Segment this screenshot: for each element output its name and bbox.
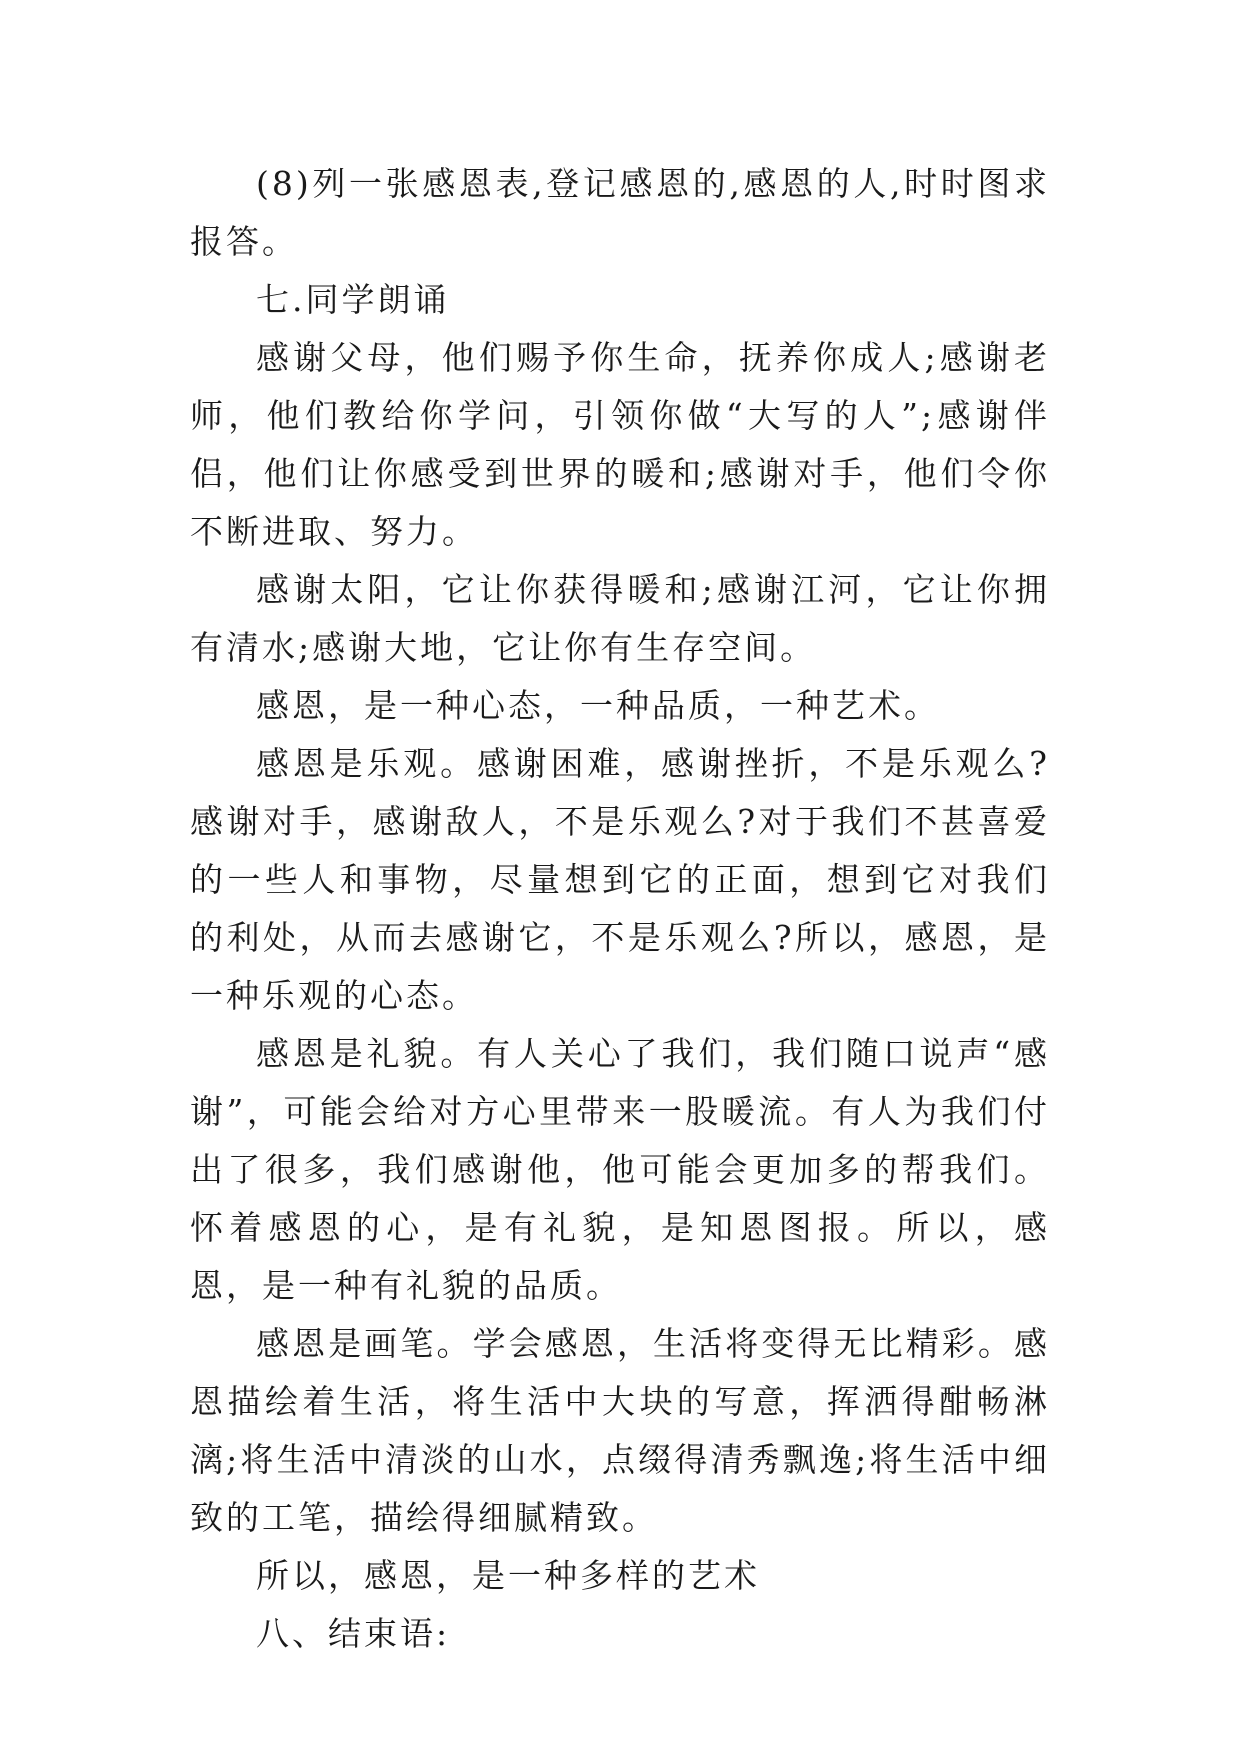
paragraph-gratitude-courtesy: 感恩是礼貌。有人关心了我们，我们随口说声“感谢”，可能会给对方心里带来一股暖流。有人为我们付出了很多，我们感谢他，他可能会更加多的帮我们。怀着感恩的心，是有礼貌，是知恩图报。所以，感恩，是一种有礼貌的品质。 [190, 1034, 1050, 1305]
paragraph-thank-parents: 感谢父母，他们赐予你生命，抚养你成人;感谢老师，他们教给你学问，引领你做“大写的人”;感谢伴侣，他们让你感受到世界的暖和;感谢对手，他们令你不断进取、努力。 [190, 338, 1050, 551]
paragraph-gratitude-brush: 感恩是画笔。学会感恩，生活将变得无比精彩。感恩描绘着生活，将生活中大块的写意，挥洒得酣畅淋漓;将生活中清淡的山水，点缀得清秀飘逸;将生活中细致的工笔，描绘得细腻精致。 [190, 1324, 1050, 1537]
section-heading-closing: 八、结束语: [256, 1614, 451, 1653]
paragraph-gratitude-optimism: 感恩是乐观。感谢困难，感谢挫折，不是乐观么?感谢对手，感谢敌人，不是乐观么?对于我们不甚喜爱的一些人和事物，尽量想到它的正面，想到它对我们的利处，从而去感谢它，不是乐观么?所以，感恩，是一种乐观的心态。 [190, 744, 1050, 1015]
section-heading-recitation: 七.同学朗诵 [256, 280, 450, 319]
paragraph-gratitude-definition: 感恩，是一种心态，一种品质，一种艺术。 [256, 686, 940, 725]
document-page [190, 155, 1050, 1663]
paragraph-thank-nature: 感谢太阳，它让你获得暖和;感谢江河，它让你拥有清水;感谢大地，它让你有生存空间。 [190, 570, 1050, 667]
paragraph-thanks-list: (8)列一张感恩表,登记感恩的,感恩的人,时时图求报答。 [190, 164, 1050, 261]
paragraph-gratitude-art: 所以，感恩，是一种多样的艺术 [256, 1556, 760, 1595]
